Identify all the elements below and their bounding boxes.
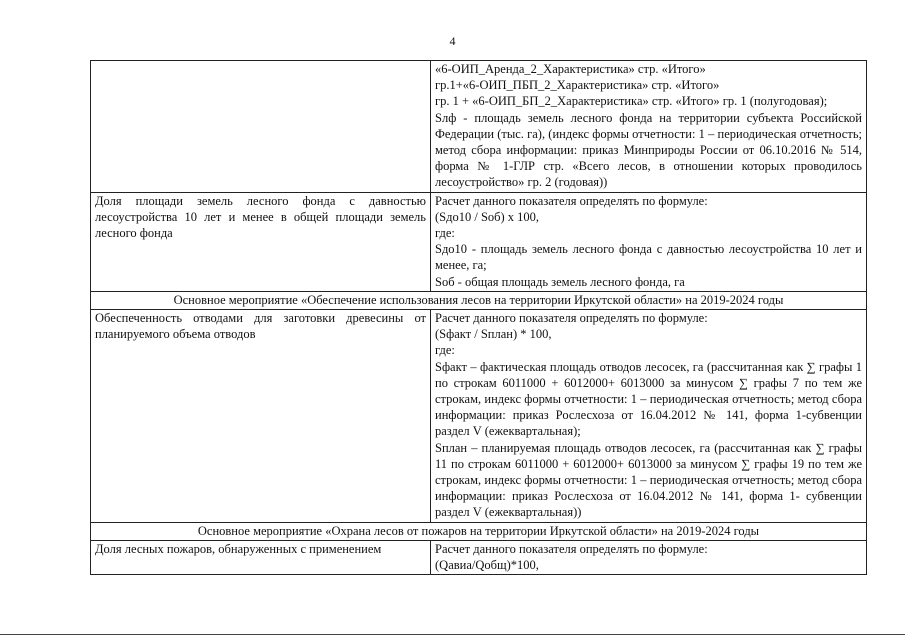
calculation-method-cell (431, 310, 867, 523)
method-line: где: (435, 343, 455, 358)
indicator-name-cell (91, 61, 431, 193)
method-line: Sдо10 - площадь земель лесного фонда с давностью лесоустройства 10 лет и менее, га; (435, 242, 862, 273)
method-line: Sплан – планируемая площадь отводов лесосек, га (рассчитанная как ∑ графы 11 по строкам 6011000 + 6012000+ 6013000 за минусом ∑ графы 19 по тем же строкам, индекс формы отчетности: 1 – периодическая отчетность; метод сбора информации: приказ Рослесхоза от 16.04.2012 № 141, форма 1- субвенции раздел V (ежеквартальная)) (435, 440, 862, 520)
page-bottom-rule (0, 634, 905, 635)
formula-line: (Sфакт / Sплан) * 100, (435, 327, 552, 342)
table-row (91, 61, 867, 193)
section-heading: Основное мероприятие «Охрана лесов от пожаров на территории Иркутской области» на 2019-2024 годы (91, 522, 867, 540)
method-line: Расчет данного показателя определять по формуле: (435, 193, 708, 208)
formula-line: (Sдо10 / Sоб) x 100, (435, 209, 540, 224)
section-row (91, 522, 867, 540)
method-line: гр. 1 + «6-ОИП_БП_2_Характеристика» стр. «Итого» гр. 1 (полугодовая); (435, 94, 828, 109)
method-line: где: (435, 226, 455, 241)
page-number: 4 (449, 34, 456, 48)
calculation-method-cell (431, 540, 867, 574)
method-line: Sоб - общая площадь земель лесного фонда, га (435, 274, 685, 289)
method-line: «6-ОИП_Аренда_2_Характеристика» стр. «Итого» (435, 62, 706, 76)
calculation-method-cell (431, 192, 867, 291)
table-row (91, 192, 867, 291)
method-line: Sлф - площадь земель лесного фонда на территории субъекта Российской Федерации (тыс. га), (индекс формы отчетности: 1 – периодическая отчетность; метод сбора информации: приказ Минприроды России от 06.10.2016 № 514, форма № 1-ГЛР стр. «Всего лесов, в отношении которых проводилось лесоустройство» гр. 2 (годовая)) (435, 110, 862, 190)
table-row (91, 310, 867, 523)
method-line: Sфакт – фактическая площадь отводов лесосек, га (рассчитанная как ∑ графы 1 по строкам 6011000 + 6012000+ 6013000 за минусом ∑ графы 7 по тем же строкам, индекс формы отчетности: 1 – периодическая отчетность; метод сбора информации: приказ Рослесхоза от 16.04.2012 № 141, форма 1-субвенции раздел V (ежеквартальная); (435, 359, 862, 439)
calculation-method-cell (431, 61, 867, 193)
method-line: Расчет данного показателя определять по формуле: (435, 541, 708, 556)
method-line: гр.1+«6-ОИП_ПБП_2_Характеристика» стр. «Итого» (435, 78, 720, 93)
indicators-table (90, 60, 867, 575)
indicator-name-cell: Доля площади земель лесного фонда с давностью лесоустройства 10 лет и менее в общей площади земель лесного фонда (91, 192, 431, 291)
section-heading: Основное мероприятие «Обеспечение использования лесов на территории Иркутской области» на 2019-2024 годы (91, 291, 867, 309)
indicator-name-cell: Доля лесных пожаров, обнаруженных с применением (91, 540, 431, 574)
formula-line: (Qавиа/Qобщ)*100, (435, 558, 539, 573)
indicator-name-cell: Обеспеченность отводами для заготовки древесины от планируемого объема отводов (91, 310, 431, 523)
method-line: Расчет данного показателя определять по формуле: (435, 311, 708, 326)
table-row (91, 540, 867, 574)
section-row (91, 291, 867, 309)
